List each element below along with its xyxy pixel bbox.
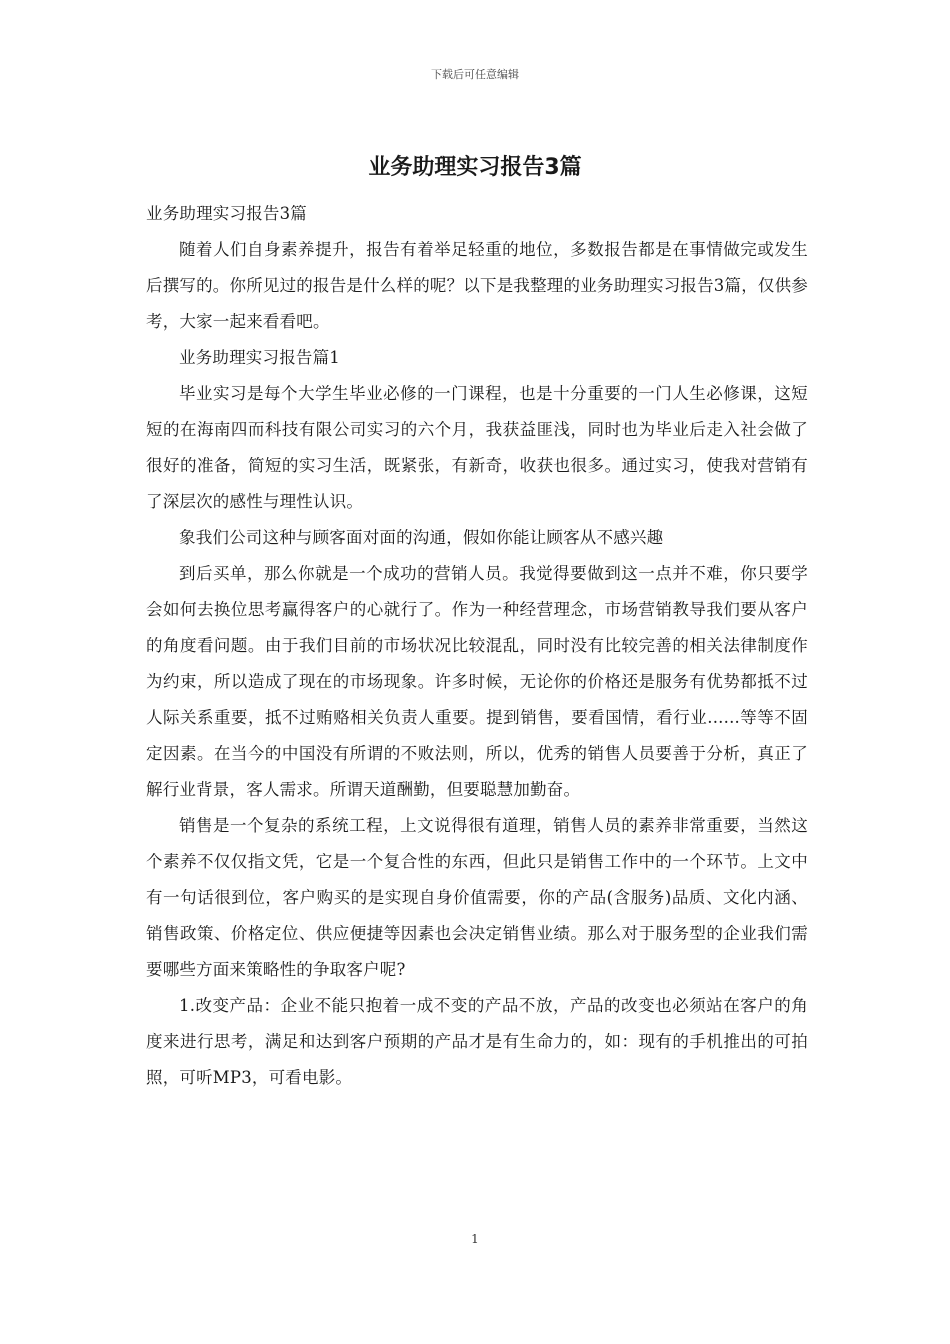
paragraph-internship: 毕业实习是每个大学生毕业必修的一门课程，也是十分重要的一门人生必修课，这短短的在海南四而科技有限公司实习的六个月，我获益匪浅，同时也为毕业后走入社会做了很好的准备，简短的实习生活，既紧张，有新奇，收获也很多。通过实习，使我对营销有了深层次的感性与理性认识。 bbox=[146, 384, 808, 511]
paragraph-subtitle: 业务助理实习报告3篇 bbox=[146, 204, 307, 223]
page-header: 下载后可任意编辑 bbox=[431, 68, 519, 81]
paragraph-sales-system: 销售是一个复杂的系统工程，上文说得很有道理，销售人员的素养非常重要，当然这个素养不仅仅指文凭，它是一个复合性的东西，但此只是销售工作中的一个环节。上文中有一句话很到位，客户购买的是实现自身价值需要，你的产品(含服务)品质、文化内涵、销售政策、价格定位、供应便捷等因素也会决定销售业绩。那么对于服务型的企业我们需要哪些方面来策略性的争取客户呢? bbox=[146, 816, 808, 979]
paragraph-marketing: 到后买单，那么你就是一个成功的营销人员。我觉得要做到这一点并不难，你只要学会如何去换位思考赢得客户的心就行了。作为一种经营理念，市场营销教导我们要从客户的角度看问题。由于我们目前的市场状况比较混乱，同时没有比较完善的相关法律制度作为约束，所以造成了现在的市场现象。许多时候，无论你的价格还是服务有优势都抵不过人际关系重要，抵不过贿赂相关负责人重要。提到销售，要看国情，看行业......等等不固定因素。在当今的中国没有所谓的不败法则，所以，优秀的销售人员要善于分析，真正了解行业背景，客人需求。所谓天道酬勤，但要聪慧加勤奋。 bbox=[146, 564, 808, 799]
paragraph-intro: 随着人们自身素养提升，报告有着举足轻重的地位，多数报告都是在事情做完或发生后撰写的。你所见过的报告是什么样的呢？以下是我整理的业务助理实习报告3篇，仅供参考，大家一起来看看吧。 bbox=[146, 240, 808, 331]
page-number: 1 bbox=[471, 1232, 479, 1246]
paragraph-customer-communication: 象我们公司这种与顾客面对面的沟通，假如你能让顾客从不感兴趣 bbox=[179, 528, 664, 547]
paragraph-section-heading: 业务助理实习报告篇1 bbox=[179, 348, 340, 367]
document-body bbox=[146, 196, 808, 1096]
document-title: 业务助理实习报告3篇 bbox=[368, 155, 582, 180]
paragraph-change-product: 1.改变产品：企业不能只抱着一成不变的产品不放，产品的改变也必须站在客户的角度来进行思考，满足和达到客户预期的产品才是有生命力的，如：现有的手机推出的可拍照，可听MP3，可看电影。 bbox=[146, 996, 808, 1087]
